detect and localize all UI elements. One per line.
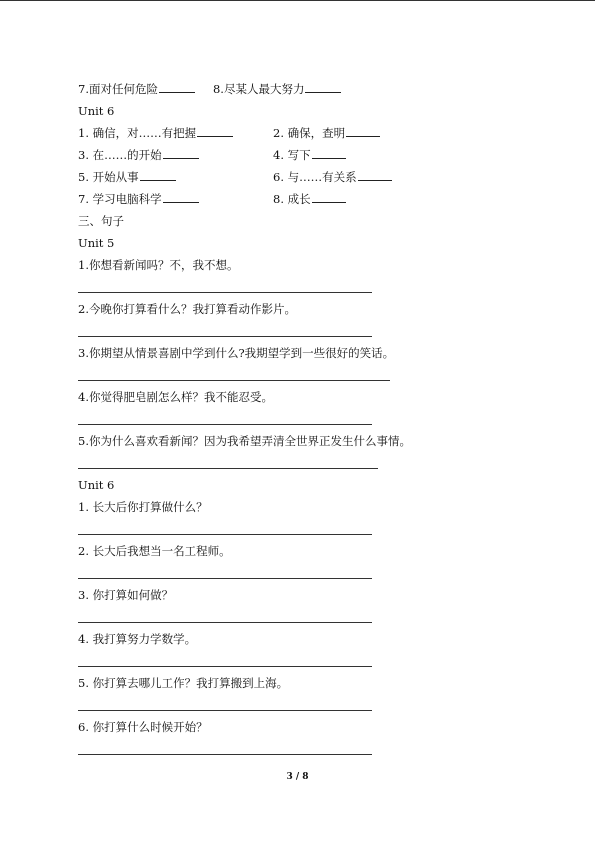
question: 5. 你打算去哪儿工作？我打算搬到上海。	[78, 676, 289, 690]
question: 1. 长大后你打算做什么？	[78, 500, 208, 514]
vocab-item: 7. 学习电脑科学	[78, 192, 162, 206]
vocab-item-7: 7.面对任何危险	[78, 78, 195, 100]
vocab-item: 2. 确保，查明	[273, 126, 346, 140]
question: 6. 你打算什么时候开始？	[78, 720, 208, 734]
vocab-row	[78, 122, 518, 144]
answer-line[interactable]	[78, 380, 390, 381]
answer-line[interactable]	[78, 424, 372, 425]
vocab-item: 4. 写下	[273, 148, 311, 162]
unit5-heading: Unit 5	[78, 236, 115, 250]
blank[interactable]	[312, 188, 346, 203]
unit6-vocab-heading: Unit 6	[78, 104, 115, 118]
vocab-row-7-8	[78, 78, 518, 100]
vocab-item: 1. 确信，对……有把握	[78, 126, 197, 140]
blank[interactable]	[312, 144, 346, 159]
answer-line[interactable]	[78, 468, 378, 469]
question: 4. 我打算努力学数学。	[78, 632, 197, 646]
answer-line[interactable]	[78, 666, 372, 667]
vocab-item-8: 8.尽某人最大努力	[213, 78, 341, 100]
page-number: 3 / 8	[286, 772, 309, 782]
answer-line[interactable]	[78, 534, 372, 535]
question: 2.今晚你打算看什么？我打算看动作影片。	[78, 302, 296, 316]
answer-line[interactable]	[78, 622, 372, 623]
question: 5.你为什么喜欢看新闻？因为我希望弄清全世界正发生什么事情。	[78, 434, 411, 448]
question: 4.你觉得肥皂剧怎么样？我不能忍受。	[78, 390, 273, 404]
blank[interactable]	[140, 166, 176, 181]
vocab-row	[78, 166, 518, 188]
question: 3. 你打算如何做？	[78, 588, 174, 602]
answer-line[interactable]	[78, 754, 372, 755]
answer-line[interactable]	[78, 292, 372, 293]
question: 2. 长大后我想当一名工程师。	[78, 544, 231, 558]
vocab-item: 8. 成长	[273, 192, 311, 206]
answer-line[interactable]	[78, 336, 372, 337]
question: 3.你期望从情景喜剧中学到什么?我期望学到一些很好的笑话。	[78, 346, 395, 360]
unit6-heading: Unit 6	[78, 478, 115, 492]
vocab-item: 6. 与……有关系	[273, 170, 357, 184]
vocab-row	[78, 188, 518, 210]
answer-line[interactable]	[78, 710, 372, 711]
top-rule	[0, 0, 595, 1]
blank[interactable]	[163, 144, 199, 159]
blank[interactable]	[197, 122, 233, 137]
vocab-item: 5. 开始从事	[78, 170, 139, 184]
blank[interactable]	[159, 78, 195, 93]
vocab-row	[78, 144, 518, 166]
answer-line[interactable]	[78, 578, 372, 579]
blank[interactable]	[346, 122, 380, 137]
blank[interactable]	[305, 78, 341, 93]
blank[interactable]	[163, 188, 199, 203]
blank[interactable]	[358, 166, 392, 181]
worksheet-content	[78, 78, 518, 760]
question: 1.你想看新闻吗？不，我不想。	[78, 258, 239, 272]
vocab-item: 3. 在……的开始	[78, 148, 162, 162]
section-title: 三、句子	[78, 214, 124, 228]
